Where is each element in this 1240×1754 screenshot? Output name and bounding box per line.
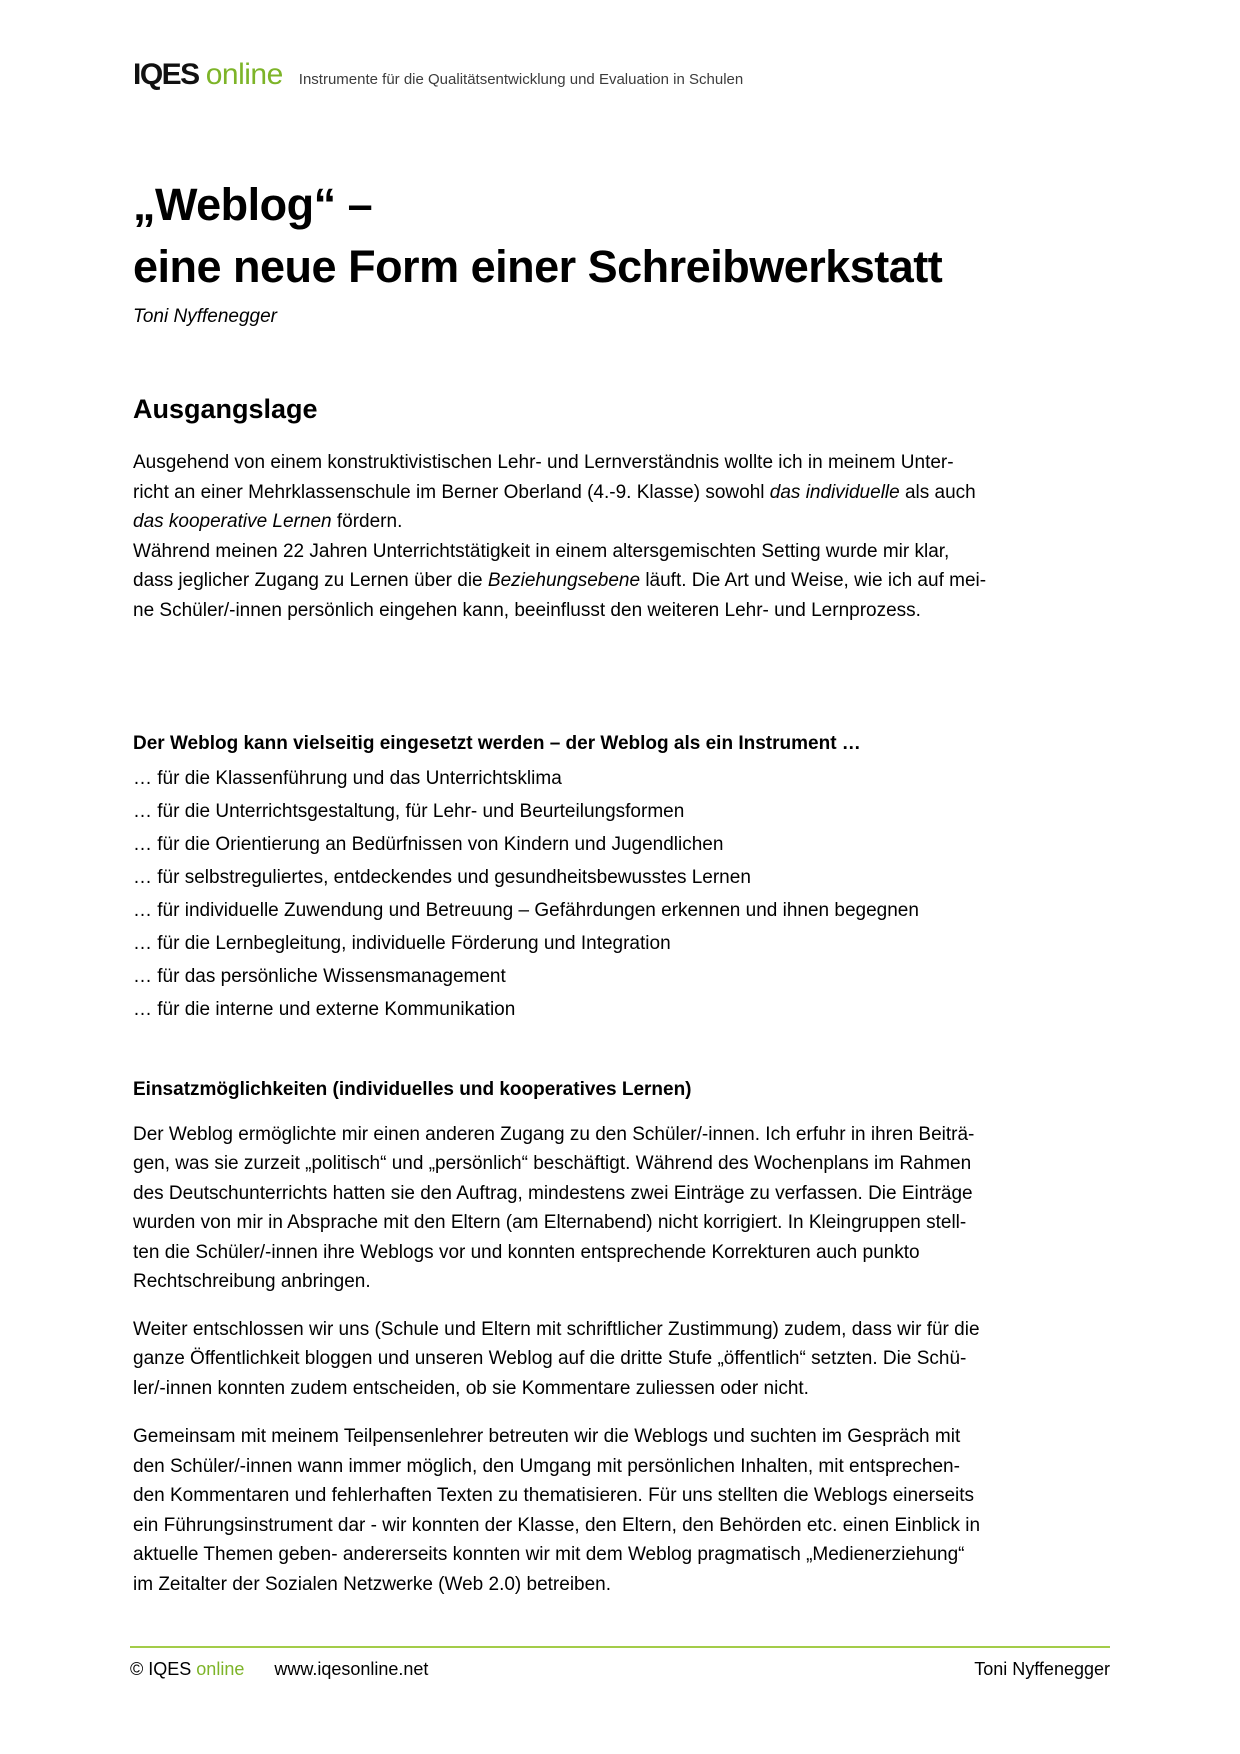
author-name: Toni Nyffenegger xyxy=(133,306,278,327)
einsatz-paragraph-2 xyxy=(133,1315,1100,1404)
einsatz-paragraph-1 xyxy=(133,1120,1100,1297)
weblog-uses-list xyxy=(133,764,1100,1025)
einsatz-paragraph-3 xyxy=(133,1422,1100,1599)
section-heading-einsatz: Einsatzmöglichkeiten (individuelles und kooperatives Lernen) xyxy=(133,1078,692,1100)
text-line: aktuelle Themen geben- andererseits konnten wir mit dem Weblog pragmatisch „Medienerziehung“ xyxy=(133,1544,965,1565)
text-line: den Kommentaren und fehlerhaften Texten zu thematisieren. Für uns stellten die Weblogs einerseits xyxy=(133,1485,975,1506)
text-line: Weiter entschlossen wir uns (Schule und Eltern mit schriftlicher Zustimmung) zudem, dass wir für die xyxy=(133,1318,980,1340)
title-line-2: eine neue Form einer Schreibwerkstatt xyxy=(133,241,943,292)
text-line: ten die Schüler/-innen ihre Weblogs vor und konnten entsprechende Korrekturen auch punkto xyxy=(133,1241,920,1263)
list-item: … für die Orientierung an Bedürfnissen von Kindern und Jugendlichen xyxy=(133,834,724,855)
text-line: Während meinen 22 Jahren Unterrichtstätigkeit in einem altersgemischten Setting wurde mir klar, xyxy=(133,540,950,562)
weblog-uses-heading: Der Weblog kann vielseitig eingesetzt werden – der Weblog als ein Instrument … xyxy=(133,733,861,754)
text-line: im Zeitalter der Sozialen Netzwerke (Web 2.0) betreiben. xyxy=(133,1573,612,1595)
text-line: das kooperative Lernen fördern. xyxy=(133,511,403,532)
list-item: … für die Unterrichtsgestaltung, für Lehr- und Beurteilungsformen xyxy=(133,801,685,822)
page-footer xyxy=(130,1646,1110,1680)
list-item: … für individuelle Zuwendung und Betreuung – Gefährdungen erkennen und ihnen begegnen xyxy=(133,900,919,921)
list-item: … für selbstreguliertes, entdeckendes und gesundheitsbewusstes Lernen xyxy=(133,867,751,888)
text-line: ne Schüler/-innen persönlich eingehen kann, beeinflusst den weiteren Lehr- und Lernprozess. xyxy=(133,599,921,621)
text-line: dass jeglicher Zugang zu Lernen über die Beziehungsebene läuft. Die Art und Weise, wie ich auf mei- xyxy=(133,570,987,591)
text-line: gen, was sie zurzeit „politisch“ und „persönlich“ beschäftigt. Während des Wochenplans im Rahmen xyxy=(133,1153,972,1174)
text-line: richt an einer Mehrklassenschule im Berner Oberland (4.-9. Klasse) sowohl das individuelle als auch xyxy=(133,481,976,503)
page-header xyxy=(133,58,1100,92)
footer-copyright-text: © IQES xyxy=(130,1659,192,1679)
section-heading-ausgangslage: Ausgangslage xyxy=(133,394,318,424)
text-line: wurden von mir in Absprache mit den Eltern (am Elternabend) nicht korrigiert. In Kleingruppen stell- xyxy=(133,1212,967,1233)
list-item: … für die interne und externe Kommunikation xyxy=(133,999,516,1020)
text-line: des Deutschunterrichts hatten sie den Auftrag, mindestens zwei Einträge zu verfassen. Die Einträge xyxy=(133,1182,973,1204)
logo-text-iqes: IQES xyxy=(133,58,199,91)
footer-author: Toni Nyffenegger xyxy=(974,1659,1110,1679)
text-line: ganze Öffentlichkeit bloggen und unseren Weblog auf die dritte Stufe „öffentlich“ setzten. Die Schü- xyxy=(133,1348,967,1369)
text-line: Der Weblog ermöglichte mir einen anderen Zugang zu den Schüler/-innen. Ich erfuhr in ihren Beiträ- xyxy=(133,1123,975,1145)
list-item: … für das persönliche Wissensmanagement xyxy=(133,966,506,987)
logo-text-online: online xyxy=(205,58,283,91)
text-line: Ausgehend von einem konstruktivistischen Lehr- und Lernverständnis wollte ich in meinem Unter- xyxy=(133,452,954,473)
iqes-logo xyxy=(133,58,283,92)
text-line: Gemeinsam mit meinem Teilpensenlehrer betreuten wir die Weblogs und suchten im Gespräch mit xyxy=(133,1426,961,1447)
text-line: den Schüler/-innen wann immer möglich, den Umgang mit persönlichen Inhalten, mit entsprechen- xyxy=(133,1455,960,1477)
logo-tagline: Instrumente für die Qualitätsentwicklung und Evaluation in Schulen xyxy=(298,71,744,88)
text-line: ler/-innen konnten zudem entscheiden, ob sie Kommentare zuliessen oder nicht. xyxy=(133,1377,809,1399)
footer-url: www.iqesonline.net xyxy=(274,1659,429,1679)
document-title xyxy=(133,174,1100,298)
list-item: … für die Klassenführung und das Unterrichtsklima xyxy=(133,768,562,789)
ausgangslage-paragraph xyxy=(133,448,1100,625)
title-line-1: „Weblog“ – xyxy=(133,179,373,230)
footer-copyright xyxy=(130,1659,428,1680)
list-item: … für die Lernbegleitung, individuelle Förderung und Integration xyxy=(133,933,671,954)
text-line: ein Führungsinstrument dar - wir konnten der Klasse, den Eltern, den Behörden etc. einen Einblick in xyxy=(133,1514,981,1536)
footer-copyright-online: online xyxy=(196,1659,245,1679)
text-line: Rechtschreibung anbringen. xyxy=(133,1271,371,1292)
